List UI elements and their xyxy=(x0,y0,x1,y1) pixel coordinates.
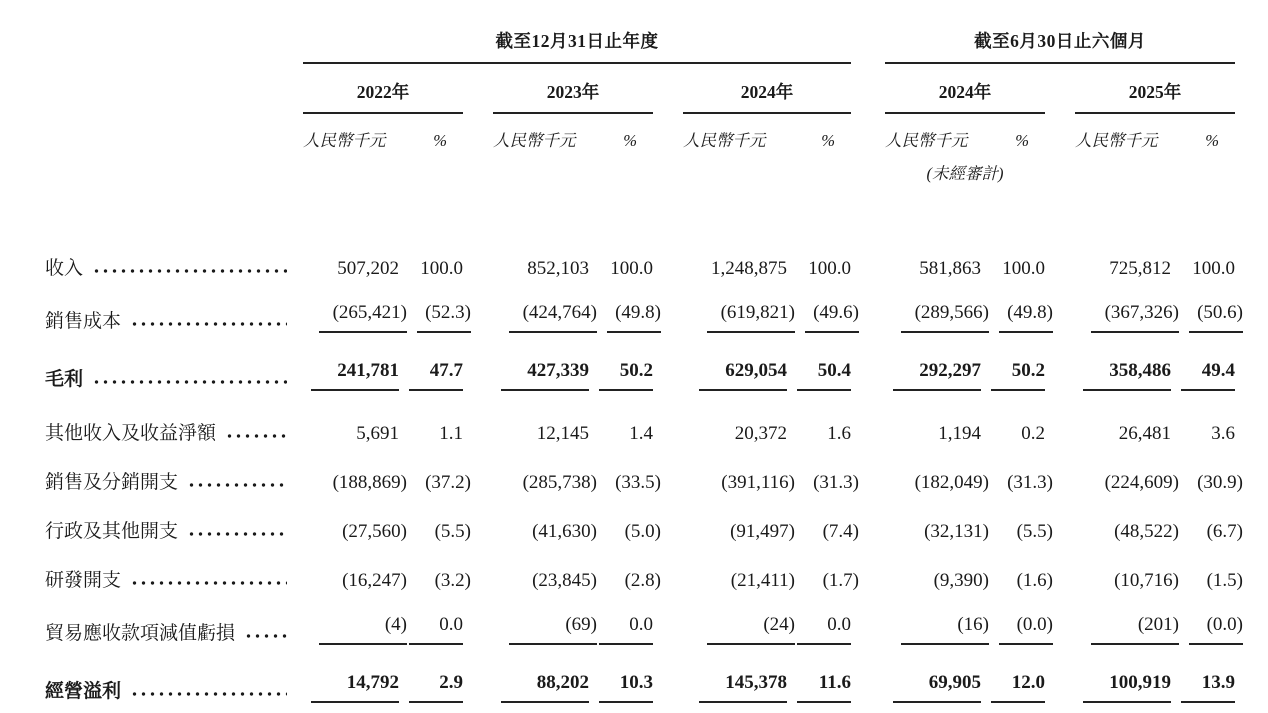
table-row xyxy=(45,402,1235,456)
dot-leader xyxy=(187,518,287,537)
column-gap xyxy=(851,344,885,402)
year-header-2025-interim: 2025年 xyxy=(1075,79,1235,114)
dot-leader xyxy=(244,620,287,639)
column-gap xyxy=(1045,242,1075,291)
percent-cell: (49.6) xyxy=(787,291,851,344)
group-header-annual: 截至12月31日止年度 xyxy=(303,28,851,64)
amount-cell: 852,103 xyxy=(527,258,589,279)
table-row xyxy=(45,242,1235,291)
amount-cell: (224,609) xyxy=(1104,472,1179,493)
percent-cell: (0.0) xyxy=(981,603,1045,656)
amount-cell: 629,054 xyxy=(683,344,787,402)
amount-cell: (16) xyxy=(885,603,981,656)
row-label: 毛利 xyxy=(45,369,84,390)
year-header-2024: 2024年 xyxy=(683,79,851,114)
percent-cell: 100.0 xyxy=(610,258,653,279)
amount-cell: (41,630) xyxy=(532,521,597,542)
amount-cell: (69) xyxy=(493,603,589,656)
percent-cell: (33.5) xyxy=(615,472,661,493)
percent-cell: 100.0 xyxy=(808,258,851,279)
group-header-interim: 截至6月30日止六個月 xyxy=(885,28,1235,64)
percent-cell: 12.0 xyxy=(981,656,1045,713)
amount-cell: 1,194 xyxy=(938,423,981,444)
percent-cell: 100.0 xyxy=(1192,258,1235,279)
dot-leader xyxy=(130,567,287,586)
column-gap xyxy=(1045,656,1075,713)
column-gap xyxy=(653,344,683,402)
amount-cell: 26,481 xyxy=(1118,423,1171,444)
column-gap xyxy=(1045,402,1075,456)
percent-cell: 1.1 xyxy=(439,423,463,444)
amount-cell: (48,522) xyxy=(1114,521,1179,542)
amount-cell: (24) xyxy=(683,603,787,656)
amount-cell: (619,821) xyxy=(683,291,787,344)
table-row xyxy=(45,344,1235,402)
row-label: 行政及其他開支 xyxy=(45,521,179,542)
amount-cell: (289,566) xyxy=(885,291,981,344)
amount-cell: 12,145 xyxy=(536,423,589,444)
percent-cell: (7.4) xyxy=(822,521,859,542)
column-gap xyxy=(463,242,493,291)
percent-cell: (1.7) xyxy=(822,570,859,591)
percent-cell: 0.0 xyxy=(399,603,463,656)
percent-cell: 100.0 xyxy=(420,258,463,279)
amount-cell: 20,372 xyxy=(734,423,787,444)
unit-header: 人民幣千元 xyxy=(885,131,968,150)
percent-header: % xyxy=(433,131,447,150)
amount-cell: 5,691 xyxy=(356,423,399,444)
percent-cell: 0.0 xyxy=(787,603,851,656)
amount-cell: 725,812 xyxy=(1109,258,1171,279)
dot-leader xyxy=(130,308,287,327)
amount-cell: (27,560) xyxy=(342,521,407,542)
amount-cell: (9,390) xyxy=(933,570,989,591)
amount-cell: 14,792 xyxy=(303,656,399,713)
dot-leader xyxy=(225,420,287,439)
percent-cell: 1.4 xyxy=(629,423,653,444)
percent-header: % xyxy=(821,131,835,150)
percent-cell: (6.7) xyxy=(1206,521,1243,542)
percent-header: % xyxy=(1015,131,1029,150)
year-header-2023: 2023年 xyxy=(493,79,653,114)
percent-cell: 1.6 xyxy=(827,423,851,444)
row-label: 貿易應收款項減值虧損 xyxy=(45,623,236,644)
row-label: 經營溢利 xyxy=(45,681,122,702)
dot-leader xyxy=(92,255,287,274)
amount-cell: 1,248,875 xyxy=(711,258,787,279)
amount-cell: (188,869) xyxy=(332,472,407,493)
percent-cell: (1.6) xyxy=(1016,570,1053,591)
unaudited-note-row xyxy=(45,151,1235,184)
percent-cell: (49.8) xyxy=(589,291,653,344)
percent-cell: 47.7 xyxy=(399,344,463,402)
percent-cell: 50.2 xyxy=(589,344,653,402)
percent-cell: 13.9 xyxy=(1171,656,1235,713)
group-header-row xyxy=(45,26,1235,64)
percent-cell: (49.8) xyxy=(981,291,1045,344)
percent-cell: (50.6) xyxy=(1171,291,1235,344)
percent-cell: (30.9) xyxy=(1197,472,1243,493)
row-label: 銷售成本 xyxy=(45,311,122,332)
percent-cell: (5.0) xyxy=(624,521,661,542)
amount-cell: (367,326) xyxy=(1075,291,1171,344)
percent-cell: (37.2) xyxy=(425,472,471,493)
percent-cell: (31.3) xyxy=(813,472,859,493)
percent-cell: 0.2 xyxy=(1021,423,1045,444)
percent-cell: (1.5) xyxy=(1206,570,1243,591)
percent-cell: (0.0) xyxy=(1171,603,1235,656)
amount-cell: (4) xyxy=(303,603,399,656)
percent-cell: 3.6 xyxy=(1211,423,1235,444)
column-gap xyxy=(851,242,885,291)
amount-cell: 581,863 xyxy=(919,258,981,279)
column-gap xyxy=(653,656,683,713)
row-label: 銷售及分銷開支 xyxy=(45,472,179,493)
percent-cell: (31.3) xyxy=(1007,472,1053,493)
percent-cell: 10.3 xyxy=(589,656,653,713)
amount-cell: 241,781 xyxy=(303,344,399,402)
table-body xyxy=(45,242,1243,713)
table-row xyxy=(45,291,1235,344)
table-row xyxy=(45,554,1235,603)
unit-header: 人民幣千元 xyxy=(683,131,766,150)
column-gap xyxy=(463,344,493,402)
unaudited-note: (未經審計) xyxy=(926,164,1004,183)
income-statement-table xyxy=(45,26,1243,713)
percent-cell: 2.9 xyxy=(399,656,463,713)
amount-cell: (424,764) xyxy=(493,291,589,344)
amount-cell: 292,297 xyxy=(885,344,981,402)
amount-cell: 507,202 xyxy=(337,258,399,279)
column-gap xyxy=(463,656,493,713)
percent-cell: (3.2) xyxy=(434,570,471,591)
amount-cell: (16,247) xyxy=(342,570,407,591)
amount-cell: (23,845) xyxy=(532,570,597,591)
table-row xyxy=(45,656,1235,713)
amount-cell: (21,411) xyxy=(730,570,795,591)
unit-header: 人民幣千元 xyxy=(1075,131,1158,150)
percent-cell: (5.5) xyxy=(1016,521,1053,542)
percent-cell: (2.8) xyxy=(624,570,661,591)
percent-cell: 100.0 xyxy=(1002,258,1045,279)
amount-cell: (285,738) xyxy=(522,472,597,493)
percent-cell: 0.0 xyxy=(589,603,653,656)
row-label: 其他收入及收益淨額 xyxy=(45,423,217,444)
table-row xyxy=(45,603,1235,656)
percent-header: % xyxy=(623,131,637,150)
amount-cell: 100,919 xyxy=(1075,656,1171,713)
column-gap xyxy=(851,402,885,456)
row-label: 研發開支 xyxy=(45,570,122,591)
column-gap xyxy=(463,603,493,656)
column-gap xyxy=(653,242,683,291)
amount-cell: 69,905 xyxy=(885,656,981,713)
dot-leader xyxy=(92,366,287,385)
percent-cell: 11.6 xyxy=(787,656,851,713)
amount-cell: 88,202 xyxy=(493,656,589,713)
percent-cell: (5.5) xyxy=(434,521,471,542)
unit-header-row xyxy=(45,114,1235,151)
table-row xyxy=(45,505,1235,554)
unit-header: 人民幣千元 xyxy=(493,131,576,150)
amount-cell: 145,378 xyxy=(683,656,787,713)
column-gap xyxy=(851,603,885,656)
amount-cell: (182,049) xyxy=(914,472,989,493)
column-gap xyxy=(653,402,683,456)
amount-cell: (201) xyxy=(1075,603,1171,656)
row-label: 收入 xyxy=(45,258,84,279)
percent-header: % xyxy=(1205,131,1219,150)
amount-cell: 358,486 xyxy=(1075,344,1171,402)
percent-cell: 50.4 xyxy=(787,344,851,402)
percent-cell: (52.3) xyxy=(399,291,463,344)
column-gap xyxy=(463,402,493,456)
column-gap xyxy=(1045,344,1075,402)
percent-cell: 49.4 xyxy=(1171,344,1235,402)
amount-cell: (10,716) xyxy=(1114,570,1179,591)
amount-cell: 427,339 xyxy=(493,344,589,402)
amount-cell: (32,131) xyxy=(924,521,989,542)
amount-cell: (391,116) xyxy=(721,472,795,493)
percent-cell: 50.2 xyxy=(981,344,1045,402)
column-gap xyxy=(653,603,683,656)
year-header-2022: 2022年 xyxy=(303,79,463,114)
amount-cell: (265,421) xyxy=(303,291,399,344)
amount-cell: (91,497) xyxy=(730,521,795,542)
year-header-2024-interim: 2024年 xyxy=(885,79,1045,114)
year-header-row xyxy=(45,64,1235,114)
table-row xyxy=(45,456,1235,505)
unit-header: 人民幣千元 xyxy=(303,131,386,150)
dot-leader xyxy=(130,678,287,697)
column-gap xyxy=(851,656,885,713)
dot-leader xyxy=(187,469,287,488)
